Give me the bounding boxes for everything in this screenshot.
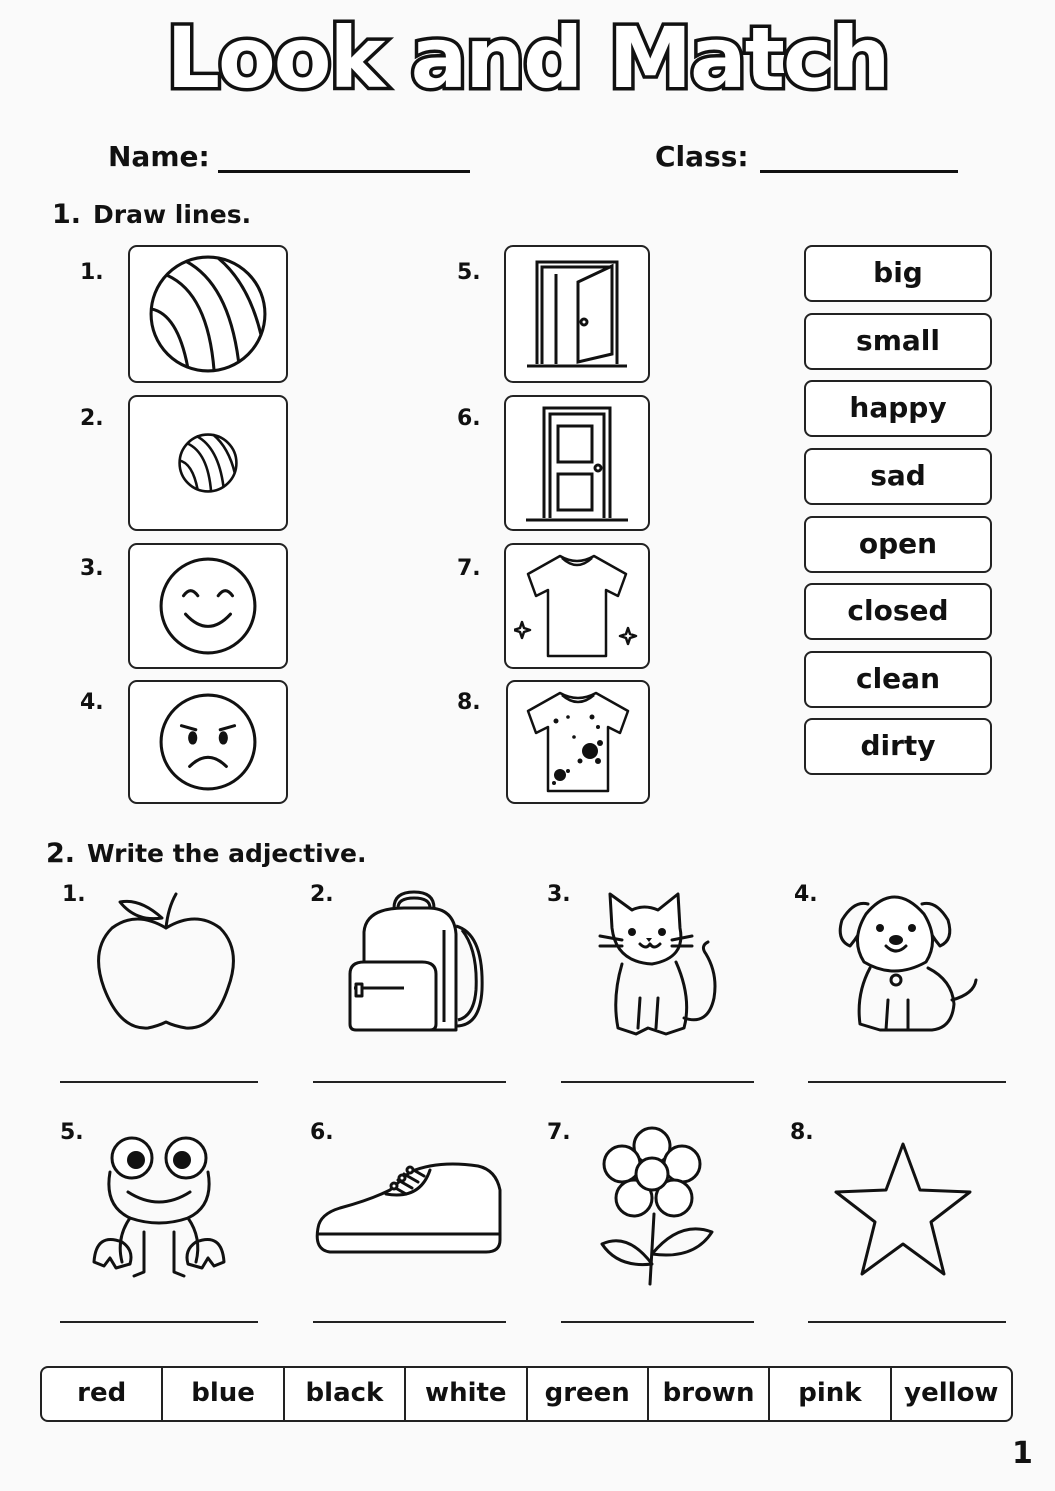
frog-icon [90, 1132, 228, 1280]
word-bank-black[interactable]: black [285, 1368, 406, 1420]
item-number: 6. [310, 1120, 334, 1145]
picture-box-6[interactable] [504, 395, 650, 531]
picture-number: 8. [457, 690, 481, 715]
picture-number: 6. [457, 406, 481, 431]
word-bank-blue[interactable]: blue [163, 1368, 284, 1420]
dog-icon [836, 884, 980, 1036]
picture-number: 1. [80, 260, 104, 285]
color-word-bank [40, 1366, 1013, 1422]
answer-line-1[interactable] [60, 1081, 258, 1083]
section1-number: 1. [52, 199, 82, 230]
item-number: 1. [62, 882, 86, 907]
answer-line-6[interactable] [313, 1321, 506, 1323]
picture-box-7[interactable] [504, 543, 650, 669]
small-ball-icon [177, 432, 239, 494]
class-field[interactable] [760, 170, 958, 173]
picture-box-4[interactable] [128, 680, 288, 804]
cat-icon [592, 888, 734, 1040]
word-box-sad[interactable]: sad [804, 448, 992, 505]
word-box-big[interactable]: big [804, 245, 992, 302]
word-box-small[interactable]: small [804, 313, 992, 370]
item-number: 5. [60, 1120, 84, 1145]
big-ball-icon [147, 253, 269, 375]
item-number: 2. [310, 882, 334, 907]
section2-number: 2. [46, 838, 76, 869]
closed-door-icon [522, 402, 632, 524]
apple-icon [96, 888, 238, 1036]
flower-icon [598, 1124, 718, 1288]
word-box-open[interactable]: open [804, 516, 992, 573]
answer-line-8[interactable] [808, 1321, 1006, 1323]
picture-box-1[interactable] [128, 245, 288, 383]
picture-number: 4. [80, 690, 104, 715]
picture-number: 5. [457, 260, 481, 285]
name-label: Name: [108, 140, 210, 173]
word-bank-white[interactable]: white [406, 1368, 527, 1420]
star-icon [832, 1140, 974, 1280]
word-box-dirty[interactable]: dirty [804, 718, 992, 775]
picture-box-3[interactable] [128, 543, 288, 669]
answer-line-4[interactable] [808, 1081, 1006, 1083]
word-box-closed[interactable]: closed [804, 583, 992, 640]
item-number: 7. [547, 1120, 571, 1145]
item-number: 8. [790, 1120, 814, 1145]
word-bank-green[interactable]: green [528, 1368, 649, 1420]
answer-line-5[interactable] [60, 1321, 258, 1323]
item-number: 4. [794, 882, 818, 907]
section2-instruction: Write the adjective. [87, 839, 367, 868]
shoe-icon [310, 1160, 506, 1264]
clean-shirt-icon [514, 550, 640, 662]
dirty-shirt-icon [520, 687, 636, 797]
picture-box-2[interactable] [128, 395, 288, 531]
section1-instruction: Draw lines. [93, 200, 252, 229]
picture-number: 7. [457, 556, 481, 581]
answer-line-2[interactable] [313, 1081, 506, 1083]
picture-box-8[interactable] [506, 680, 650, 804]
section2-heading [46, 838, 366, 869]
word-bank-brown[interactable]: brown [649, 1368, 770, 1420]
class-label: Class: [655, 140, 749, 173]
item-number: 3. [547, 882, 571, 907]
worksheet-title: Look and Match [166, 9, 889, 107]
backpack-icon [344, 890, 486, 1038]
section1-heading [52, 199, 251, 230]
page-number: 1 [1012, 1436, 1033, 1471]
word-bank-pink[interactable]: pink [770, 1368, 891, 1420]
word-bank-red[interactable]: red [42, 1368, 163, 1420]
word-box-happy[interactable]: happy [804, 380, 992, 437]
happy-face-icon [157, 555, 259, 657]
picture-box-5[interactable] [504, 245, 650, 383]
word-bank-yellow[interactable]: yellow [904, 1378, 999, 1408]
name-field[interactable] [218, 170, 470, 173]
answer-line-3[interactable] [561, 1081, 754, 1083]
open-door-icon [522, 254, 632, 374]
answer-line-7[interactable] [561, 1321, 754, 1323]
picture-number: 3. [80, 556, 104, 581]
word-box-clean[interactable]: clean [804, 651, 992, 708]
picture-number: 2. [80, 406, 104, 431]
sad-face-icon [157, 691, 259, 793]
